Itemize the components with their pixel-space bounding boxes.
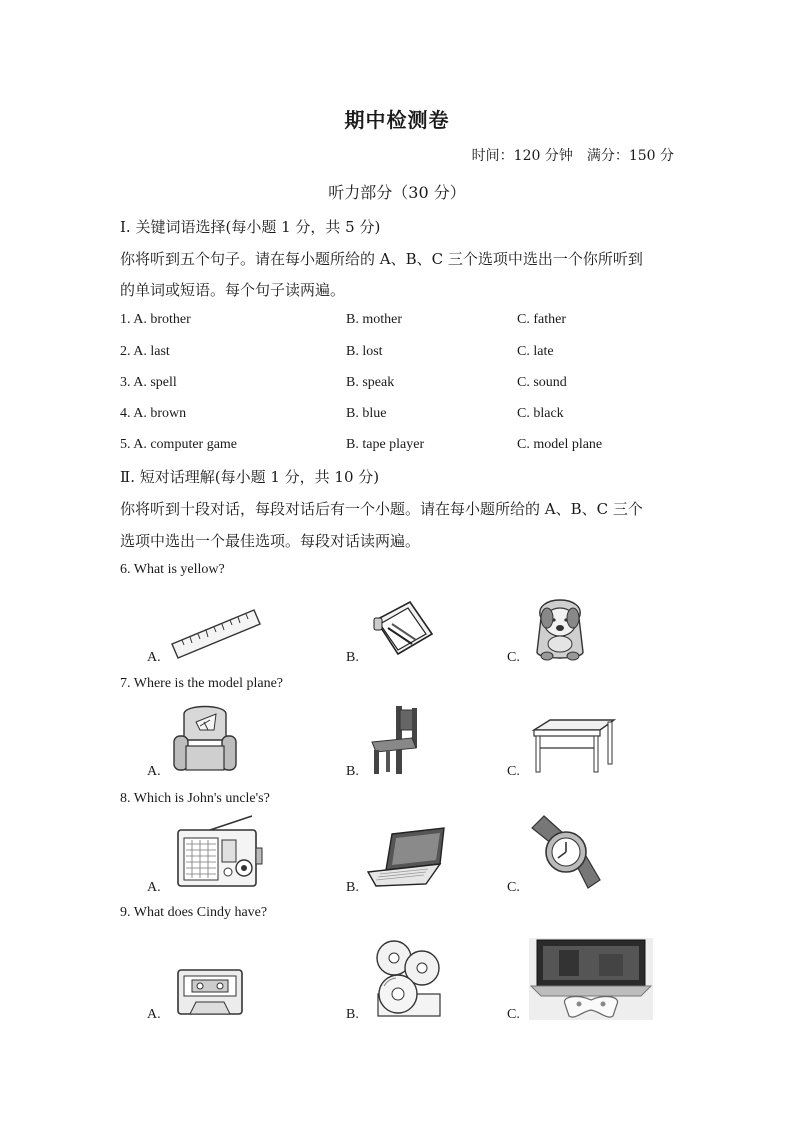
q4-option-c: C. black (517, 406, 564, 421)
section1-instruction-1: 你将听到五个句子。请在每小题所给的 A、B、C 三个选项中选出一个你所听到 (120, 250, 643, 268)
page-title: 期中检测卷 (344, 108, 450, 132)
desk-icon (530, 718, 616, 774)
pencil-case-icon (370, 598, 436, 664)
q5-option-c: C. model plane (517, 437, 603, 452)
q8-text: 8. Which is John's uncle's? (120, 791, 270, 806)
q8-letter-a: A. (147, 880, 161, 895)
q8-letter-c: C. (507, 880, 520, 895)
q6-letter-c: C. (507, 650, 520, 665)
q3-option-c: C. sound (517, 375, 567, 390)
section1-heading: Ⅰ. 关键词语选择(每小题 1 分，共 5 分) (120, 218, 381, 236)
q9-text: 9. What does Cindy have? (120, 905, 268, 920)
q5-option-a: 5. A. computer game (120, 437, 238, 452)
tape-icon (176, 968, 244, 1018)
q3-option-a: 3. A. spell (120, 375, 177, 390)
watch-icon (528, 814, 602, 890)
radio-icon (176, 814, 266, 890)
armchair-icon (170, 700, 240, 776)
q2-option-c: C. late (517, 344, 554, 359)
toy-bag-icon (527, 588, 593, 664)
chair-icon (368, 702, 420, 776)
q1-option-c: C. father (517, 312, 566, 327)
q3-option-b: B. speak (346, 375, 395, 390)
q4-option-a: 4. A. brown (120, 406, 187, 421)
score-info: 满分：150 分 (586, 148, 674, 164)
q9-letter-a: A. (147, 1007, 161, 1022)
q8-letter-b: B. (346, 880, 359, 895)
q9-letter-c: C. (507, 1007, 520, 1022)
time-info: 时间：120 分钟 (471, 148, 573, 164)
q6-letter-b: B. (346, 650, 359, 665)
section2-heading: Ⅱ. 短对话理解(每小题 1 分，共 10 分) (120, 468, 380, 486)
q1-option-b: B. mother (346, 312, 402, 327)
ruler-icon (170, 606, 262, 664)
q7-letter-a: A. (147, 764, 161, 779)
q6-text: 6. What is yellow? (120, 562, 225, 577)
section2-instruction-1: 你将听到十段对话，每段对话后有一个小题。请在每小题所给的 A、B、C 三个 (120, 500, 643, 518)
part-title: 听力部分（30 分） (328, 183, 466, 202)
q1-option-a: 1. A. brother (120, 312, 191, 327)
q4-option-b: B. blue (346, 406, 387, 421)
section1-instruction-2: 的单词或短语。每个句子读两遍。 (120, 281, 346, 299)
section2-instruction-2: 选项中选出一个最佳选项。每段对话读两遍。 (120, 532, 421, 550)
exam-meta (472, 145, 674, 165)
q7-letter-c: C. (507, 764, 520, 779)
q9-letter-b: B. (346, 1007, 359, 1022)
q2-option-a: 2. A. last (120, 344, 170, 359)
q5-option-b: B. tape player (346, 437, 425, 452)
game-console-icon (529, 938, 653, 1020)
cd-icon (374, 938, 444, 1020)
q6-letter-a: A. (147, 650, 161, 665)
laptop-icon (366, 826, 448, 888)
q2-option-b: B. lost (346, 344, 383, 359)
q7-text: 7. Where is the model plane? (120, 676, 284, 691)
q7-letter-b: B. (346, 764, 359, 779)
